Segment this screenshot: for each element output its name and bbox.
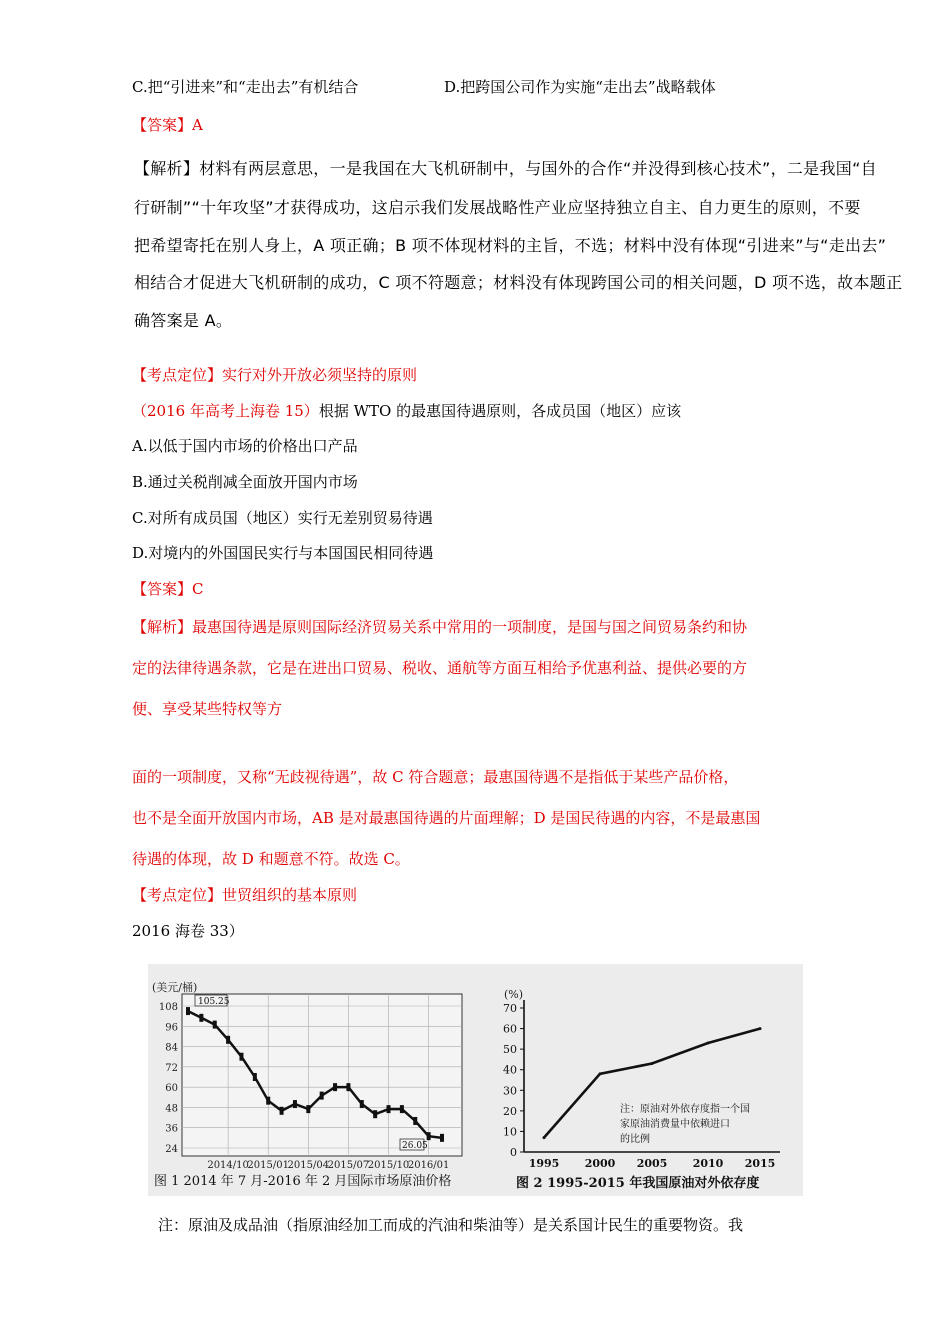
chart1-ytick-label: 72 [165, 1062, 178, 1074]
chart2-ytick-label: 50 [503, 1043, 517, 1057]
chart2-point [651, 1062, 654, 1065]
chart1-xticks [207, 1160, 449, 1171]
note-paragraph: 注：原油及成品油（指原油经加工而成的汽油和柴油等）是关系国计民生的重要物资。我 [158, 1216, 744, 1234]
chart2-yticks [503, 1002, 524, 1159]
chart2-xtick-label: 2015 [744, 1157, 776, 1170]
explanation-q1-line3: 把希望寄托在别人身上，A 项正确；B 项不体现材料的主旨，不选；材料中没有体现“引进来”与“走出去” [134, 236, 887, 255]
answer-q2 [132, 579, 204, 599]
chart1-ytick-label: 24 [165, 1144, 178, 1155]
chart1-point [253, 1073, 257, 1081]
chart2-point [707, 1041, 710, 1044]
chart1-xtick-label: 2015/10 [367, 1160, 410, 1171]
chart2-point [543, 1136, 546, 1139]
question-source: （2016 年高考上海卷 15） [132, 402, 319, 420]
option-d-q1 [444, 77, 716, 97]
answer-q1 [132, 115, 203, 135]
answer-value: A [192, 116, 203, 134]
chart1-point [400, 1105, 404, 1113]
chart2-caption: 图 2 1995-2015 年我国原油对外依存度 [516, 1176, 760, 1191]
explanation-q1-line5: 确答案是 A。 [134, 311, 233, 330]
chart1-point [306, 1105, 310, 1113]
chart2-ytick-label: 10 [503, 1125, 517, 1139]
charts-svg [148, 964, 803, 1196]
chart1-annotation-low: 26.05 [402, 1141, 428, 1151]
chart2-ytick-label: 60 [503, 1022, 517, 1036]
question-q2 [132, 401, 681, 421]
chart1-ytick-label: 108 [158, 1002, 178, 1013]
chart1-point [413, 1117, 417, 1125]
chart2-xticks [529, 1157, 776, 1170]
answer-label: 【答案】 [132, 116, 193, 134]
chart1-point [440, 1134, 444, 1142]
chart1-xtick-label: 2015/04 [287, 1160, 330, 1171]
chart2-note-line: 的比例 [620, 1134, 650, 1145]
chart1-point [360, 1100, 364, 1108]
chart2-ytick-label: 30 [503, 1084, 517, 1098]
chart1-point [213, 1021, 217, 1029]
chart1-xtick-label: 2014/10 [207, 1160, 249, 1171]
chart2-point [759, 1027, 762, 1030]
option-b-q2: B.通过关税削减全面放开国内市场 [132, 473, 358, 491]
chart2-note [620, 1102, 750, 1145]
chart1-frame [182, 994, 462, 1156]
chart2-xtick-label: 2010 [692, 1157, 724, 1170]
explanation-q2-line3: 便、享受某些特权等方 [132, 700, 283, 718]
chart2-xtick-label: 1995 [528, 1157, 560, 1170]
explanation-q1-line4: 相结合才促进大飞机研制的成功，C 项不符题意；材料没有体现跨国公司的相关问题，D 项不选，故本题正 [134, 273, 903, 292]
chart1-xtick-label: 2016/01 [407, 1160, 450, 1171]
explanation-q1-line1: 【解析】材料有两层意思，一是我国在大飞机研制中，与国外的合作“并没得到核心技术”，二是我国“自 [134, 159, 877, 178]
answer-label: 【答案】 [132, 580, 193, 598]
question-stem: 根据 WTO 的最惠国待遇原则，各成员国（地区）应该 [318, 402, 682, 420]
chart1-ytick-label: 84 [165, 1042, 178, 1054]
chart2-xtick-label: 2000 [584, 1157, 616, 1170]
chart1-point [226, 1036, 230, 1044]
chart1-xtick-label: 2015/07 [327, 1160, 370, 1171]
chart2-xtick-label: 2005 [636, 1157, 668, 1170]
answer-value: C [192, 580, 204, 598]
chart2-ytick-label: 20 [503, 1104, 517, 1118]
figure-oil-charts [148, 964, 803, 1196]
chart1-point [373, 1110, 377, 1118]
chart1-point [346, 1083, 350, 1091]
explanation-q2-line1: 【解析】最惠国待遇是原则国际经济贸易关系中常用的一项制度，是国与国之间贸易条约和协 [132, 618, 748, 636]
chart2-ytick-label: 0 [510, 1146, 517, 1159]
chart2-ytick-label: 40 [503, 1063, 517, 1077]
chart2-note-line: 注：原油对外依存度指一个国 [620, 1104, 750, 1115]
option-d-q2: D.对境内的外国国民实行与本国国民相同待遇 [132, 544, 434, 562]
option-c-text: C.把“引进来”和“走出去”有机结合 [132, 78, 359, 96]
question-q3-source: 2016 海卷 33） [132, 922, 244, 940]
chart2-point [599, 1072, 602, 1075]
option-a-q2: A.以低于国内市场的价格出口产品 [132, 437, 358, 455]
chart1-point [280, 1107, 284, 1115]
chart1-ytick-label: 60 [165, 1083, 178, 1095]
chart1-yticks [159, 1002, 178, 1155]
chart1-point [320, 1092, 324, 1100]
chart2-ylabel: (%) [504, 988, 524, 1001]
chart1-point [293, 1100, 297, 1108]
chart1-point [333, 1083, 337, 1091]
chart1-point [427, 1132, 431, 1140]
chart1-xtick-label: 2015/01 [247, 1160, 289, 1171]
chart2-note-line: 家原油消费量中依赖进口 [620, 1119, 730, 1130]
chart2-ytick-label: 70 [503, 1002, 517, 1015]
chart1-ytick-label: 36 [165, 1123, 178, 1135]
chart1-ytick-label: 48 [165, 1103, 178, 1115]
kaodian-q2: 【考点定位】世贸组织的基本原则 [132, 886, 358, 904]
kaodian-q1: 【考点定位】实行对外开放必须坚持的原则 [132, 366, 418, 384]
chart1-caption: 图 1 2014 年 7 月-2016 年 2 月国际市场原油价格 [154, 1174, 452, 1189]
explanation-q1-line2: 行研制”“十年攻坚”才获得成功，这启示我们发展战略性产业应坚持独立自主、自力更生的原则，不要 [134, 198, 861, 217]
chart1-ytick-label: 96 [165, 1022, 178, 1034]
explanation-q2-line5: 也不是全面开放国内市场，AB 是对最惠国待遇的片面理解；D 是国民待遇的内容，不是最惠国 [132, 809, 761, 827]
chart1-ylabel: (美元/桶) [152, 981, 198, 994]
option-c-q2: C.对所有成员国（地区）实行无差别贸易待遇 [132, 509, 433, 527]
chart1-annotation-high: 105.25 [198, 997, 230, 1007]
chart1-point [199, 1014, 203, 1022]
chart1-point [387, 1105, 391, 1113]
option-c-q1 [132, 77, 358, 97]
explanation-q2-line2: 定的法律待遇条款，它是在进出口贸易、税收、通航等方面互相给予优惠利益、提供必要的方 [132, 659, 748, 677]
explanation-q2-line4: 面的一项制度，又称“无歧视待遇”，故 C 符合题意；最惠国待遇不是指低于某些产品价格， [132, 768, 739, 786]
chart1-point [266, 1097, 270, 1105]
chart1-point [239, 1053, 243, 1061]
explanation-q2-line6: 待遇的体现，故 D 和题意不符。故选 C。 [132, 850, 410, 868]
chart1-point [186, 1007, 190, 1015]
option-d-text: D.把跨国公司作为实施“走出去”战略载体 [444, 78, 716, 96]
